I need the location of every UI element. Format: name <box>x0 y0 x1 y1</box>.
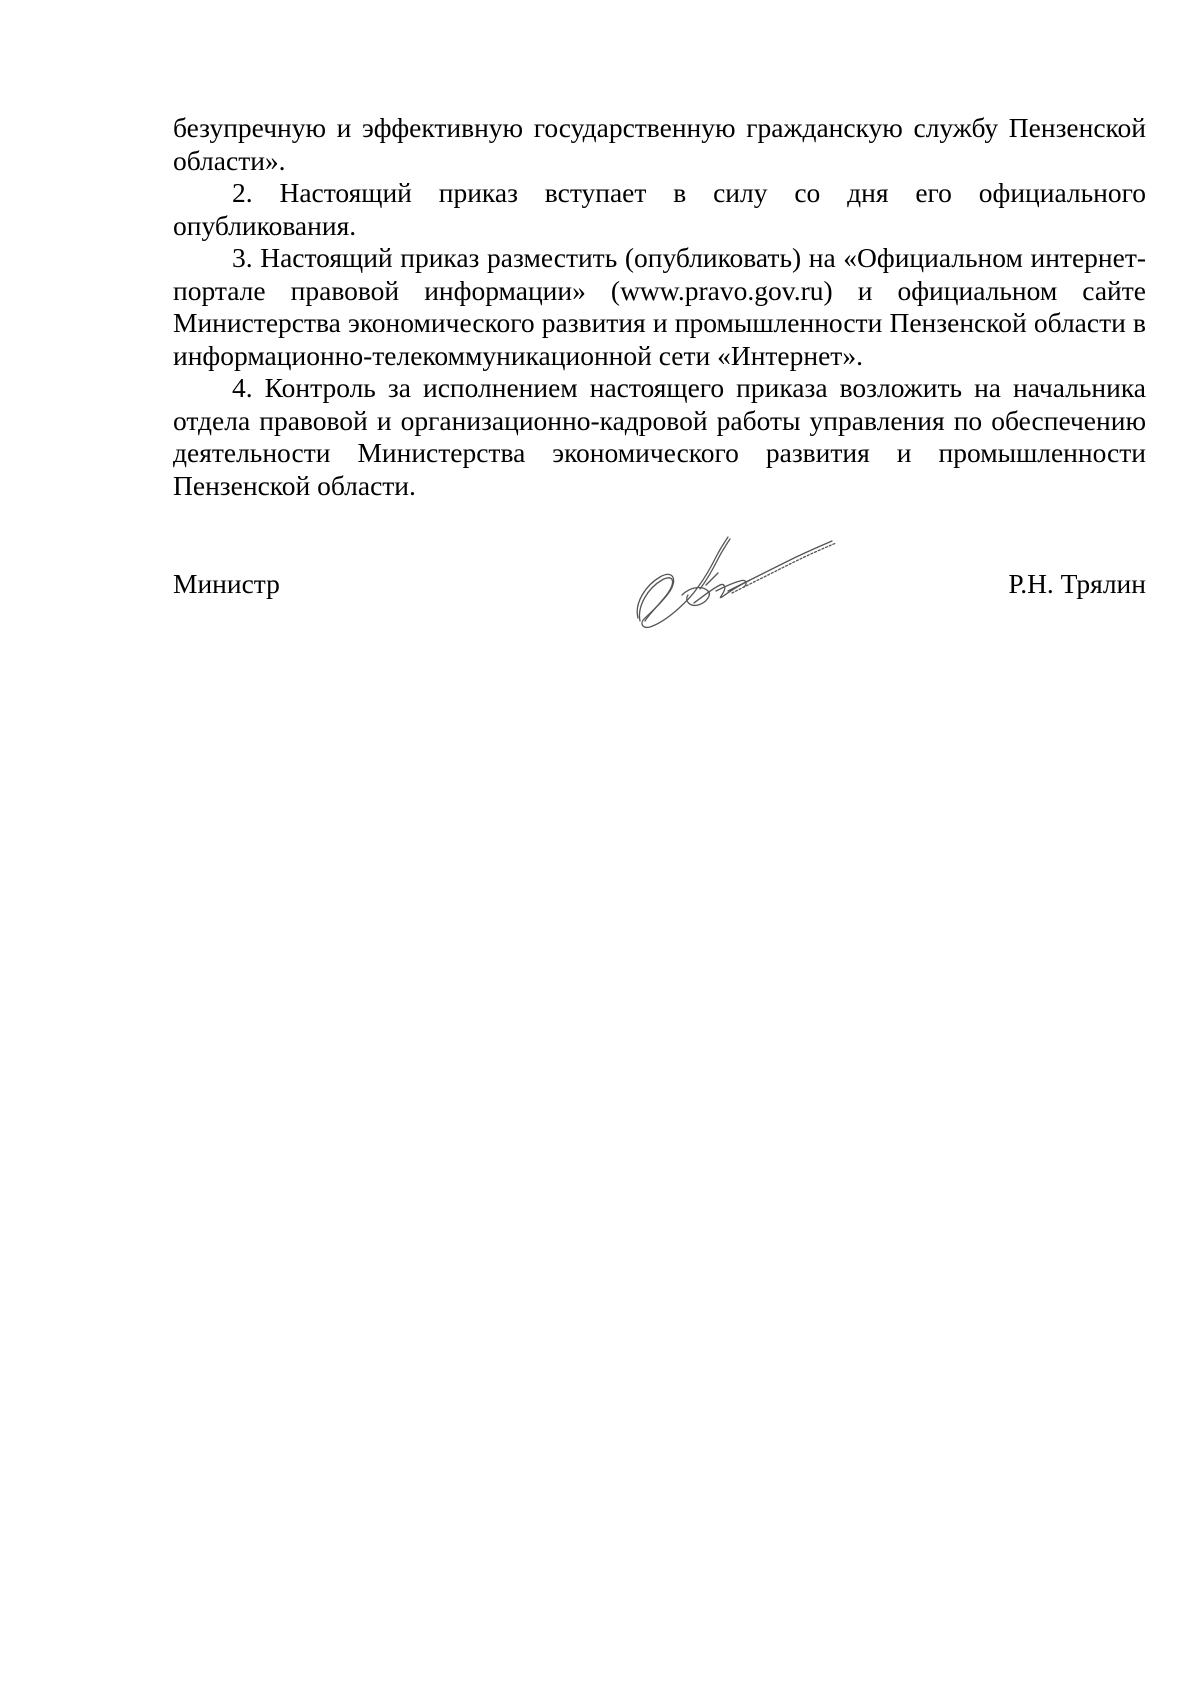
paragraph-item-2: 2. Настоящий приказ вступает в силу со дня его официального опубликования. <box>173 177 1146 241</box>
handwritten-signature <box>628 533 848 643</box>
paragraph-item-4: 4. Контроль за исполнением настоящего приказа возложить на начальника отдела правовой и организационно-кадровой работы управления по обеспечению деятельности Министерства экономического развития и промышленности Пензенской области. <box>173 372 1146 501</box>
signer-name: Р.Н. Трялин <box>1008 568 1146 599</box>
paragraph-item-3: 3. Настоящий приказ разместить (опубликовать) на «Официальном интернет-портале правовой информации» (www.pravo.gov.ru) и официальном сайте Министерства экономического развития и промышленности Пензенской области в информационно-телекоммуникационной сети «Интернет». <box>173 242 1146 371</box>
signer-position: Министр <box>173 568 280 599</box>
paragraph-continuation: безупречную и эффективную государственную гражданскую службу Пензенской области». <box>173 112 1146 176</box>
document-body <box>173 112 1146 502</box>
